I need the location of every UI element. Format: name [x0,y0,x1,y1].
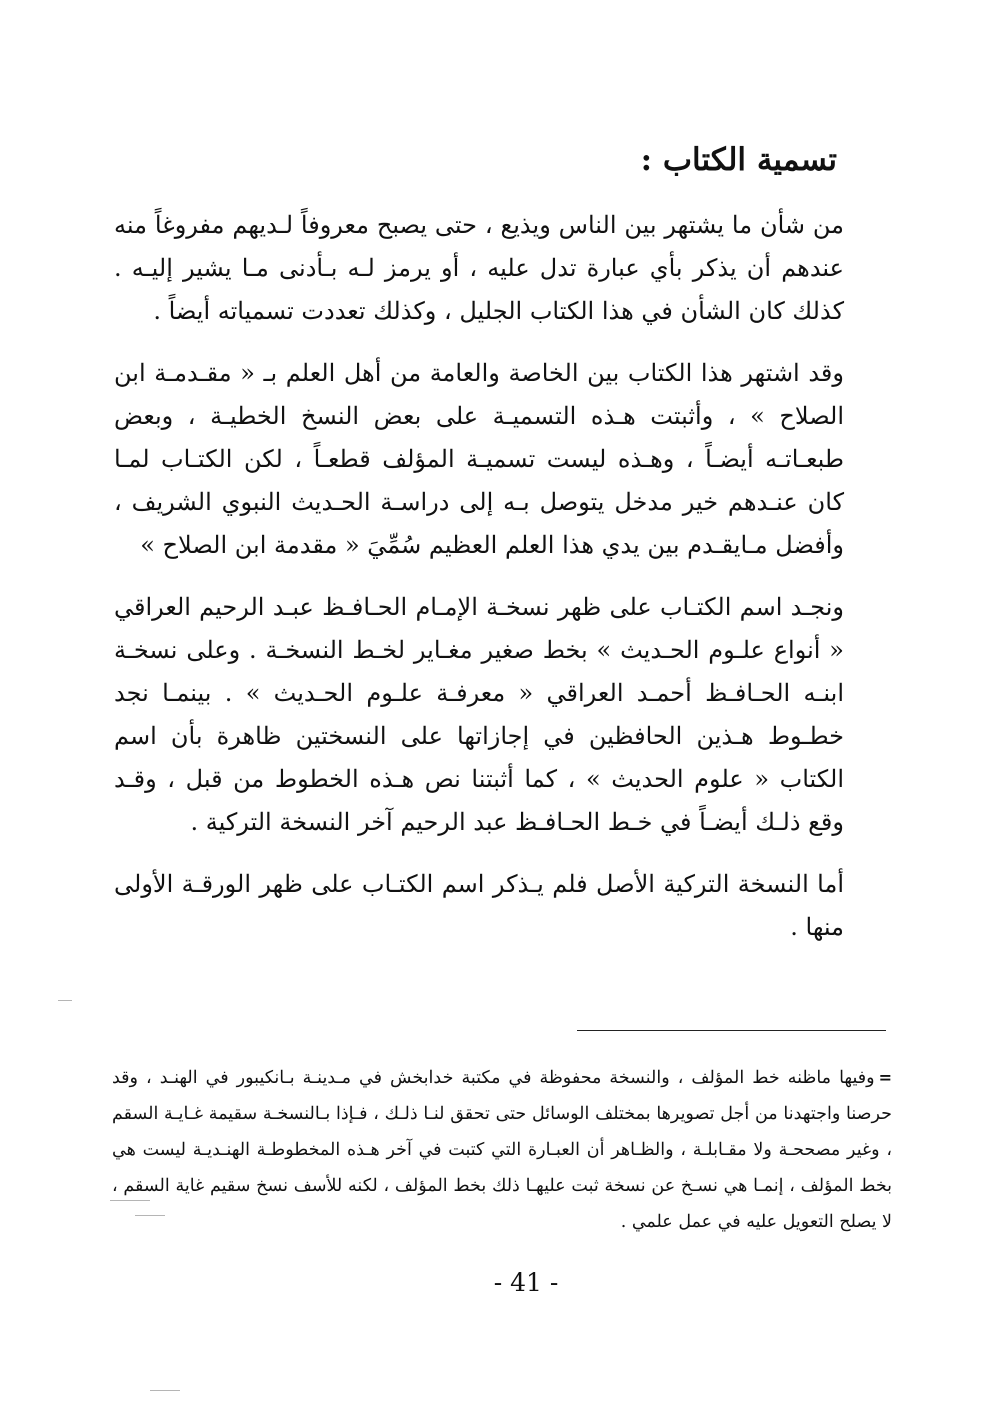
footnote-text: وفيها ماظنه خط المؤلف ، والنسخة محفوظة في مكتبة خدابخش في مـدينـة بـانكيبور في الهنـد ، وقد حرصنا واجتهدنا من أجل تصويرها بمختلف الوسائل حتى تحقق لنـا ذلـك ، فـإذا بـالنسخـة سقيمة غـايـة السقم ، وغير مصححـة ولا مقـابلـة ، والظـاهر أن العبـارة التي كتبت في آخر هـذه المخطوطـة الهنـديـة ليست هي بخط المؤلف ، إنمـا هي نسـخ عن نسخة ثبت عليهـا ذلك بخط المؤلف ، لكنه للأسف نسخ سقيم غاية السقم ، لا يصلح التعويل عليه في عمل علمي . [112,1068,892,1232]
page-number: - 41 - [493,1268,559,1297]
footnote-separator [577,1030,886,1031]
footnote [112,1060,892,1240]
body-text [114,204,844,968]
section-heading: تسمية الكتاب : [640,142,837,178]
paragraph-4: أما النسخة التركية الأصل فلم يـذكر اسم الكتـاب على ظهر الورقـة الأولى منها . [114,870,844,941]
footnote-continuation-marker: = [878,1068,892,1087]
scan-artifact [110,1200,150,1201]
scan-artifact [58,1000,72,1001]
scan-artifact [135,1215,165,1216]
paragraph-3: ونجـد اسم الكتـاب على ظهر نسخـة الإمـام الحـافـظ عبـد الرحيم العراقي « أنواع علـوم الحـديث » بخط صغير مغـاير لخـط النسخـة . وعلى نسخـة ابنـه الحـافـظ أحمـد العراقي « معرفـة علـوم الحـديث » . بينمـا نجد خطـوط هـذين الحافظين في إجازاتها على النسختين ظاهرة بأن اسم الكتاب « علوم الحديث » ، كما أثبتنا نص هـذه الخطوط من قبل ، وقـد وقع ذلـك أيضـاً في خـط الحـافـظ عبد الرحيم آخر النسخة التركية . [114,593,844,836]
paragraph-2: وقد اشتهر هذا الكتاب بين الخاصة والعامة من أهل العلم بـ « مقـدمـة ابن الصلاح » ، وأثبتت هـذه التسميـة على بعض النسخ الخطيـة ، وبعض طبعـاتـه أيضـاً ، وهـذه ليست تسميـة المؤلف قطعـاً ، لكن الكتـاب لمـا كان عنـدهم خير مدخل يتوصل بـه إلى دراسـة الحـديث النبوي الشريف ، وأفضل مـايقـدم بين يدي هذا العلم العظيم سُمِّيَ « مقدمة ابن الصلاح » [114,359,844,559]
paragraph-1: من شأن ما يشتهر بين الناس ويذيع ، حتى يصبح معروفاً لـديهم مفروغاً منه عندهم أن يذكر بأي عبارة تدل عليه ، أو يرمز لـه بـأدنى مـا يشير إليـه . كذلك كان الشأن في هذا الكتاب الجليل ، وكذلك تعددت تسمياته أيضاً . [114,211,844,325]
scan-artifact [150,1390,180,1391]
